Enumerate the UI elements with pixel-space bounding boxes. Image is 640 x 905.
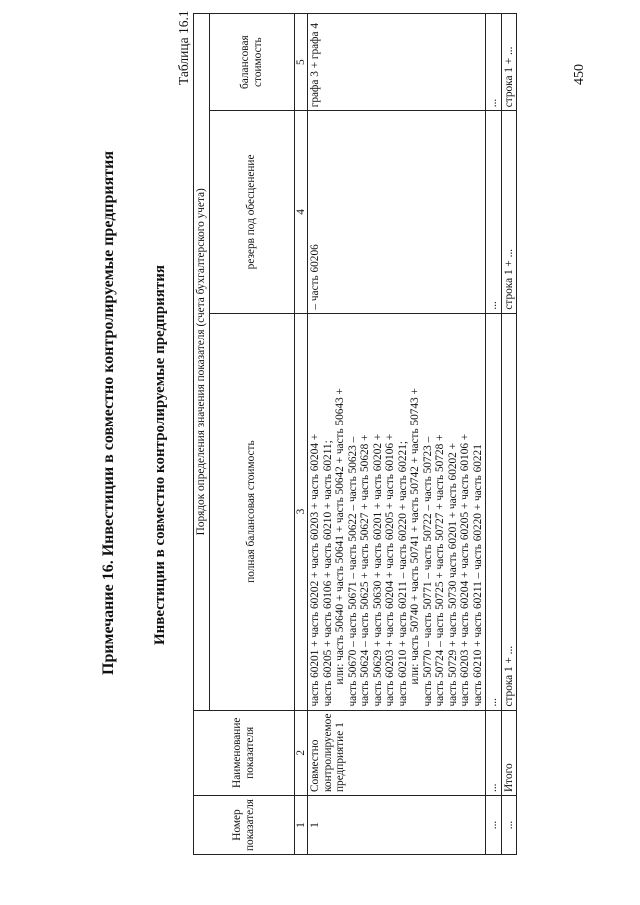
row-reserve: – часть 60206 (308, 111, 486, 313)
row-formula: строка 1 + ... (501, 313, 517, 710)
header-balance: балансовая стоимость (209, 14, 294, 111)
table-subtitle: Инвестиции в совместно контролируемые предприятия (152, 265, 168, 645)
formula-line: часть 60203 + часть 60204 + часть 60205 + часть 60106 + (459, 433, 471, 707)
formula-line: часть 50729 + часть 50730 часть 60201 + часть 60202 + (446, 443, 459, 707)
note-title: Примечание 16. Инвестиции в совместно контролируемые предприятия (100, 150, 117, 675)
row-balance: строка 1 + ... (501, 14, 517, 111)
row-name: Итого (501, 710, 517, 795)
formula-line: часть 50724 – часть 50725 + часть 50727 + часть 50728 + (434, 434, 446, 707)
row-reserve: строка 1 + ... (501, 111, 517, 313)
row-name: ... (486, 710, 502, 795)
table-row-total (501, 14, 517, 855)
formula-line: или: часть 50740 + часть 50741 + часть 50742 + часть 50743 + (409, 388, 421, 685)
col-index-3: 3 (294, 313, 308, 710)
header-reserve: резерв под обесценение (209, 111, 294, 313)
row-balance: графа 3 + графа 4 (308, 14, 486, 111)
formula-line: часть 60205 + часть 60106 + часть 60210 + часть 60211; (321, 440, 334, 707)
table-row (486, 14, 502, 855)
row-reserve: ... (486, 111, 502, 313)
page-number: 450 (572, 64, 587, 85)
row-balance: ... (486, 14, 502, 111)
header-name: Наименование показателя (194, 710, 295, 795)
col-index-2: 2 (294, 710, 308, 795)
formula-line: часть 60210 + часть 60211 – часть 60220 + часть 60221 (471, 444, 484, 707)
row-formula (308, 313, 486, 710)
formula-line: или: часть 50640 + часть 50641 + часть 50642 + часть 50643 + (334, 388, 346, 685)
header-full-value: полная балансовая стоимость (209, 313, 294, 710)
header-number: Номер показателя (194, 796, 295, 855)
formula-line: часть 60201 + часть 60202 + часть 60203 + часть 60204 + (309, 433, 321, 707)
row-formula: ... (486, 313, 502, 710)
header-order: Порядок определения значения показателя (счета бухгалтерского учета) (194, 14, 210, 711)
row-name: Совместно контролируемое предприятие 1 (308, 710, 486, 795)
header-row-1 (194, 14, 210, 855)
formula-line: часть 50624 – часть 50625 + часть 50627 + часть 50628 + (359, 434, 371, 707)
formula-line: часть 50670 – часть 50671 – часть 50622 – часть 50623 – (346, 436, 359, 707)
col-index-5: 5 (294, 14, 308, 111)
investments-table (193, 13, 517, 855)
row-number: ... (486, 796, 502, 855)
formula-line: часть 50629 + часть 50630 + часть 60201 + часть 60202 + (371, 433, 384, 707)
formula-line: часть 60203 + часть 60204 + часть 60205 + часть 60106 + (384, 433, 396, 707)
formula-line: часть 50770 – часть 50771 – часть 50722 – часть 50723 – (421, 436, 434, 707)
column-index-row (294, 14, 308, 855)
col-index-1: 1 (294, 796, 308, 855)
col-index-4: 4 (294, 111, 308, 313)
table-label: Таблица 16.1 (176, 10, 191, 85)
row-number: ... (501, 796, 517, 855)
row-number: 1 (308, 796, 486, 855)
table-row (308, 14, 486, 855)
formula-line: часть 60210 + часть 60211 – часть 60220 + часть 60221; (396, 441, 409, 707)
